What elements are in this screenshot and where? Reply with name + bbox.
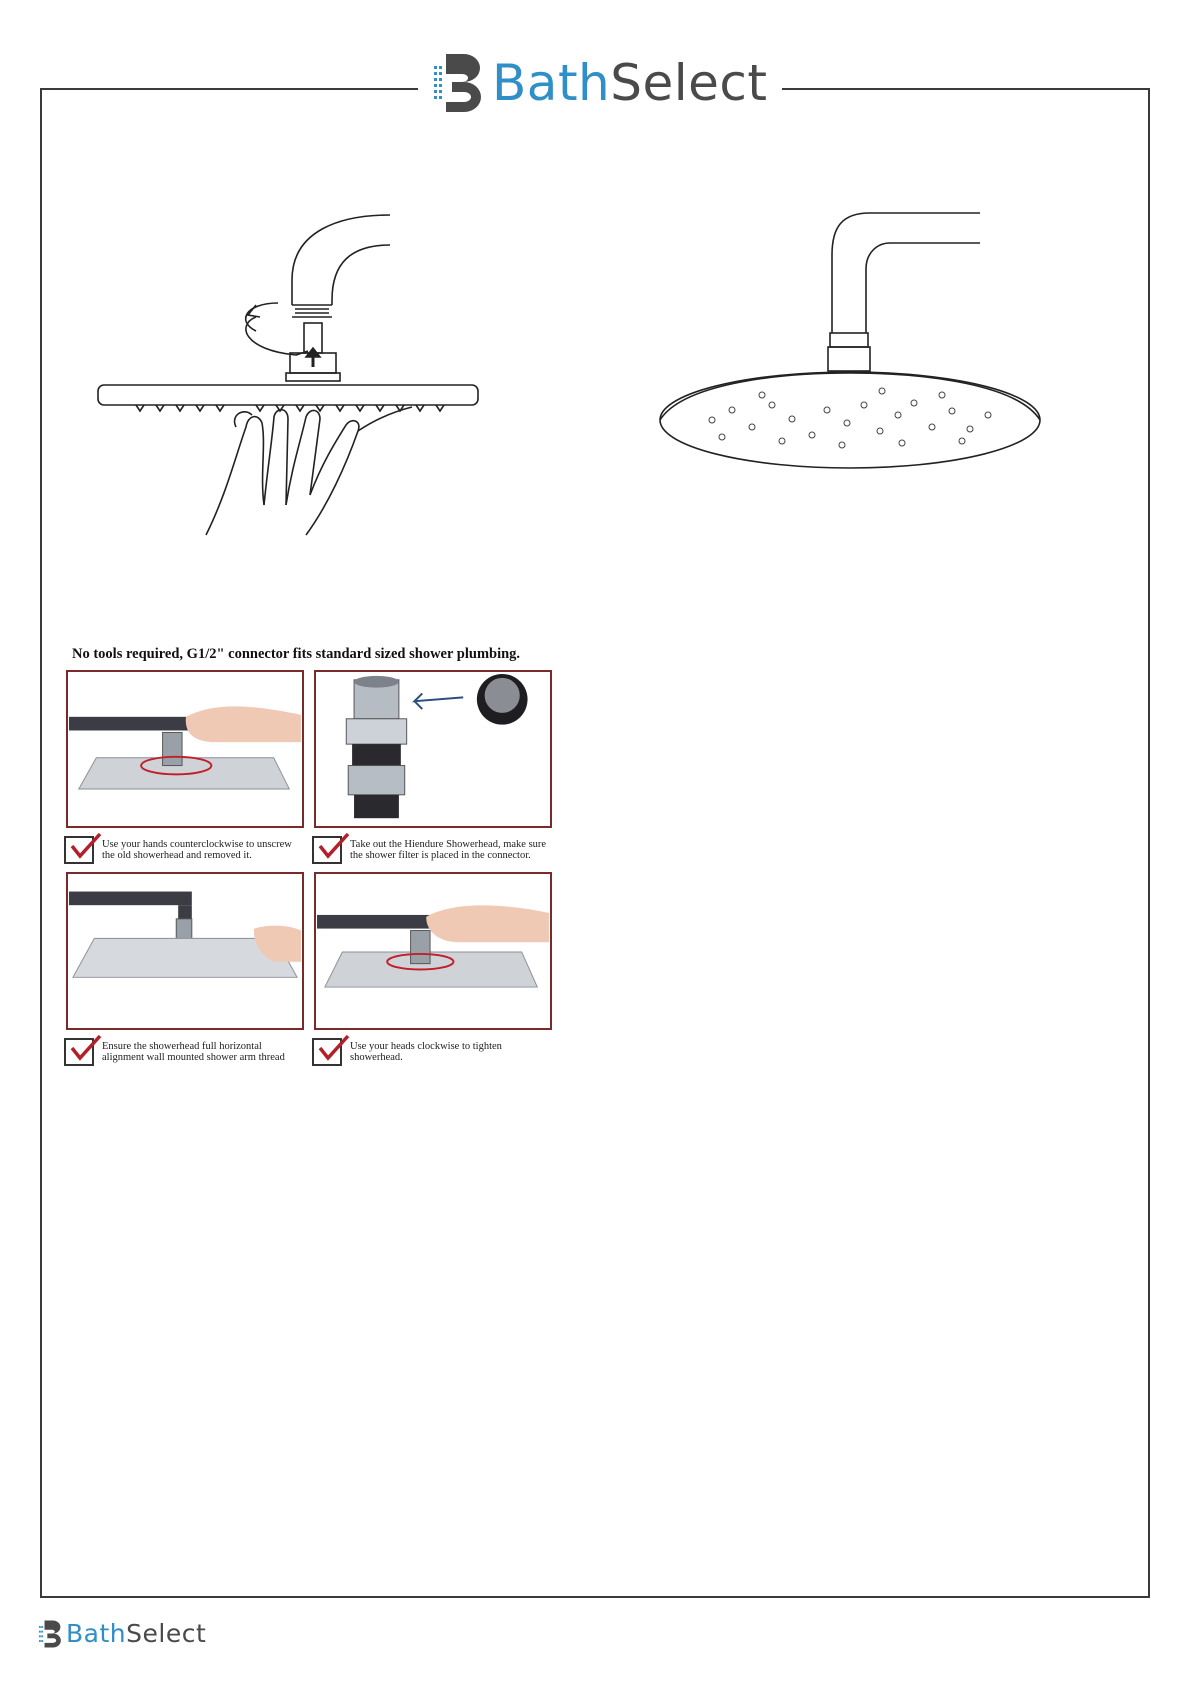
step-3-text: Ensure the showerhead full horizontal alignment wall mounted shower arm thread xyxy=(102,1041,285,1063)
step-2-text: Take out the Hiendure Showerhead, make sure the shower filter is placed in the connector. xyxy=(350,839,547,861)
install-line-drawing xyxy=(96,205,516,545)
check-mark-icon xyxy=(64,836,94,864)
connector-filter-photo xyxy=(316,672,550,826)
align-showerhead-photo xyxy=(68,874,302,1028)
installation-steps-panel xyxy=(64,640,558,1070)
step-4-text: Use your heads clockwise to tighten showerhead. xyxy=(350,1041,502,1063)
step-1-text: Use your hands counterclockwise to unscrew the old showerhead and removed it. xyxy=(102,839,292,861)
brand-name-bath: Bath xyxy=(66,1619,127,1648)
brand-logo-footer xyxy=(38,1614,206,1654)
step-3-caption xyxy=(64,1034,304,1070)
brand-b-mark-icon xyxy=(38,1617,66,1651)
unscrew-old-head-photo xyxy=(68,672,302,826)
brand-name-select: Select xyxy=(126,1619,207,1648)
check-mark-icon xyxy=(312,836,342,864)
steps-title: No tools required, G1/2" connector fits standard sized shower plumbing. xyxy=(72,646,521,662)
step-1-image xyxy=(66,670,304,828)
brand-name-select: Select xyxy=(610,54,768,112)
installed-showerhead-drawing xyxy=(652,205,1052,475)
check-mark-icon xyxy=(64,1038,94,1066)
step-2-caption xyxy=(312,832,552,868)
brand-name-bath: Bath xyxy=(492,54,611,112)
step-2-image xyxy=(314,670,552,828)
check-mark-icon xyxy=(312,1038,342,1066)
brand-logo-header xyxy=(418,50,782,116)
step-3-image xyxy=(66,872,304,1030)
step-4-caption xyxy=(312,1034,552,1070)
step-1-caption xyxy=(64,832,304,868)
brand-b-mark-icon xyxy=(432,50,492,116)
step-4-image xyxy=(314,872,552,1030)
tighten-showerhead-photo xyxy=(316,874,550,1028)
